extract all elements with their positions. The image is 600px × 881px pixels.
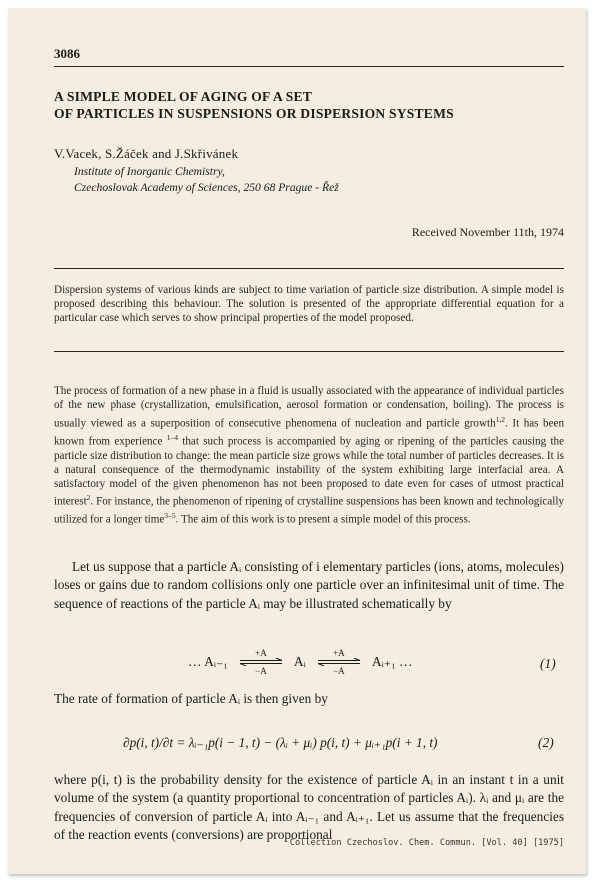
- article-title: [54, 88, 564, 122]
- intro-text-e: . The aim of this work is to present a simple model of this process.: [175, 514, 471, 527]
- body-text: where p(i, t) is the probability density for the existence of particle Aᵢ in an instant t in a unit volume of the system (a quantity proportional to concentration of particles Aᵢ). λᵢ and μᵢ are the frequencies of conversion of particle Aᵢ into Aᵢ₋₁ and Aᵢ₊₁. Let us assume that the frequencies of the reaction events (conversions) are proportional: [54, 772, 564, 843]
- scheme-right-species: Aᵢ₊₁ …: [371, 654, 413, 669]
- equation-number-2: (2): [538, 735, 554, 750]
- arrow-label-minus: −A: [255, 666, 267, 676]
- arrow-label-plus: +A: [333, 648, 345, 658]
- body-text: The rate of formation of particle Aᵢ is then given by: [54, 691, 328, 706]
- affiliation: [74, 164, 339, 195]
- equation-number-1: (1): [540, 656, 556, 671]
- intro-text-c: that such process is accompanied by aging or ripening of the particles causing the particle size distribution to change: the mean particle size grows while the total number of particles decreases. It is a natural consequence of the thermodynamic instability of the system exhibiting large interfacial area. A satisfactory model of the given phenomenon has not been proposed to date even for cases of utmost practical interest: [54, 435, 564, 509]
- intro-text-b: . It has been known from experience: [54, 417, 565, 448]
- citation-ref: 2: [86, 493, 91, 503]
- arrow-label-plus: +A: [255, 648, 267, 658]
- rate-equation: ∂p(i, t)/∂t = λᵢ₋₁p(i − 1, t) − (λᵢ + μᵢ) p(i, t) + μᵢ₊₁p(i + 1, t): [123, 735, 438, 750]
- journal-footer: Collection Czechoslov. Chem. Commun. [Vol. 40] [1975]: [289, 838, 564, 848]
- page-number: 3086: [54, 46, 80, 61]
- equilibrium-arrow: [238, 648, 284, 676]
- equilibrium-arrow-icon: [238, 658, 284, 666]
- equilibrium-arrow-icon: [316, 658, 362, 666]
- title-line-1: A SIMPLE MODEL OF AGING OF A SET: [54, 89, 313, 104]
- intro-text-d: . For instance, the phenomenon of ripening of crystalline suspensions has been known and technologically utilized for a longer time: [54, 496, 564, 527]
- equilibrium-arrow: [316, 648, 362, 676]
- arrow-label-minus: −A: [333, 666, 345, 676]
- scheme-left-species: … Aᵢ₋₁: [188, 654, 228, 669]
- abstract-rule-top: [54, 268, 564, 269]
- abstract: Dispersion systems of various kinds are subject to time variation of particle size distribution. A simple model is proposed describing this behaviour. The solution is presented of the appropriate differential equation for a particular case which serves to show principal properties of the model proposed.: [54, 284, 564, 324]
- citation-ref: 1–4: [166, 432, 178, 442]
- abstract-rule-bottom: [54, 351, 564, 352]
- title-line-2: OF PARTICLES IN SUSPENSIONS OR DISPERSION SYSTEMS: [54, 106, 454, 121]
- citation-ref: 3–5: [164, 511, 176, 521]
- affiliation-line-1: Institute of Inorganic Chemistry,: [74, 165, 225, 178]
- body-paragraph-definitions: [54, 771, 564, 845]
- author-list: V.Vacek, S.Žáček and J.Skřivánek: [54, 146, 239, 161]
- header-rule: [54, 66, 564, 67]
- intro-text-a: The process of formation of a new phase in a fluid is usually associated with the appearance of individual particles of the new phase (crystallization, emulsification, aerosol formation or condensation, boiling). The process is usually viewed as a superposition of consecutive phenomena of nucleation and particle growth: [54, 385, 564, 430]
- scheme-middle-species: Aᵢ: [293, 654, 306, 669]
- received-date: Received November 11th, 1974: [411, 225, 564, 239]
- body-paragraph-rate: [54, 690, 564, 708]
- body-text: Let us suppose that a particle Aᵢ consisting of i elementary particles (ions, atoms, molecules) loses or gains due to random collisions only one particle over an infinitesimal unit of time. The sequence of reactions of the particle Aᵢ may be illustrated schematically by: [54, 559, 564, 611]
- citation-ref: 1,2: [495, 414, 506, 424]
- journal-page: [8, 8, 586, 874]
- body-paragraph-model: [54, 558, 564, 613]
- introduction-paragraph: [54, 384, 564, 527]
- reaction-scheme: [188, 648, 413, 676]
- affiliation-line-2: Czechoslovak Academy of Sciences, 250 68 Prague - Řež: [74, 180, 339, 194]
